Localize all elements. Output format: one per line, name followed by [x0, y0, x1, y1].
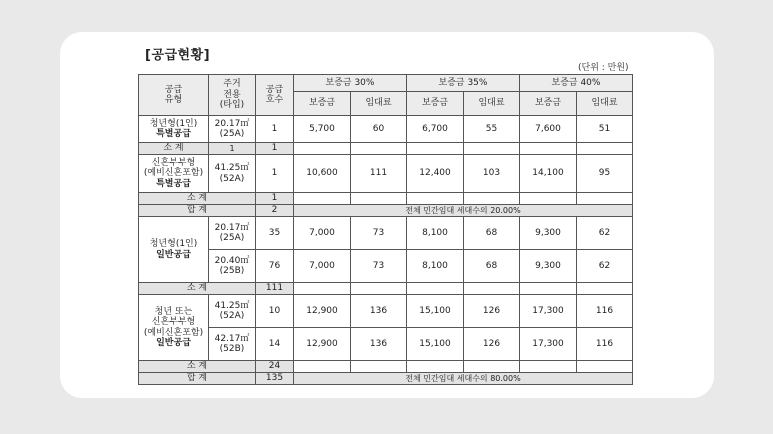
units-cell: 76 — [256, 250, 294, 283]
subtotal-units: 1 — [256, 143, 294, 155]
unit-note: (단위 : 만원) — [578, 63, 629, 73]
subtotal-units: 111 — [256, 283, 294, 295]
total-units: 135 — [256, 373, 294, 385]
subtotal-units: 1 — [256, 193, 294, 205]
units-cell: 1 — [256, 155, 294, 193]
units-cell: 1 — [256, 116, 294, 143]
table-row — [139, 250, 633, 283]
deposit-cell: 5,700 — [294, 116, 351, 143]
deposit-cell: 12,900 — [294, 295, 351, 328]
total-row — [139, 373, 633, 385]
subtotal-label: 소 계 — [139, 193, 256, 205]
rent-cell: 116 — [577, 295, 633, 328]
header-deposit-35: 보증금 35% — [407, 75, 520, 92]
subtotal-area: 1 — [209, 143, 256, 155]
type-label: 청년형(1인) 특별공급 — [139, 116, 209, 143]
page-title: [공급현황] — [145, 48, 211, 63]
type-label: 신혼부부형 (예비신혼포함) 특별공급 — [139, 155, 209, 193]
rent-cell: 126 — [464, 295, 520, 328]
rent-cell: 136 — [351, 295, 407, 328]
deposit-cell: 9,300 — [520, 250, 577, 283]
total-row — [139, 205, 633, 217]
rent-cell: 60 — [351, 116, 407, 143]
header-rent: 임대료 — [464, 92, 520, 116]
subtotal-row — [139, 361, 633, 373]
subtotal-label: 소 계 — [139, 283, 256, 295]
header-units: 공급 호수 — [256, 75, 294, 116]
total-units: 2 — [256, 205, 294, 217]
deposit-cell: 15,100 — [407, 328, 464, 361]
rent-cell: 103 — [464, 155, 520, 193]
units-cell: 35 — [256, 217, 294, 250]
deposit-cell: 9,300 — [520, 217, 577, 250]
subtotal-units: 24 — [256, 361, 294, 373]
rent-cell: 136 — [351, 328, 407, 361]
header-deposit: 보증금 — [407, 92, 464, 116]
deposit-cell: 8,100 — [407, 217, 464, 250]
deposit-cell: 17,300 — [520, 328, 577, 361]
header-type: 공급 유형 — [139, 75, 209, 116]
deposit-cell: 17,300 — [520, 295, 577, 328]
rent-cell: 68 — [464, 217, 520, 250]
area-cell: 20.40㎡ (25B) — [209, 250, 256, 283]
total-label: 합 계 — [139, 205, 256, 217]
rent-cell: 73 — [351, 250, 407, 283]
table-row — [139, 116, 633, 143]
rent-cell: 62 — [577, 250, 633, 283]
header-rent: 임대료 — [351, 92, 407, 116]
rent-cell: 68 — [464, 250, 520, 283]
table-row — [139, 155, 633, 193]
area-cell: 41.25㎡ (52A) — [209, 155, 256, 193]
deposit-cell: 15,100 — [407, 295, 464, 328]
subtotal-label: 소 계 — [139, 143, 209, 155]
deposit-cell: 12,400 — [407, 155, 464, 193]
subtotal-row — [139, 143, 633, 155]
units-cell: 14 — [256, 328, 294, 361]
total-note: 전체 민간임대 세대수의 80.00% — [294, 373, 633, 385]
deposit-cell: 12,900 — [294, 328, 351, 361]
table-row — [139, 295, 633, 328]
area-cell: 20.17㎡ (25A) — [209, 116, 256, 143]
header-rent: 임대료 — [577, 92, 633, 116]
table-row — [139, 217, 633, 250]
deposit-cell: 7,600 — [520, 116, 577, 143]
header-deposit: 보증금 — [520, 92, 577, 116]
area-cell: 42.17㎡ (52B) — [209, 328, 256, 361]
header-deposit: 보증금 — [294, 92, 351, 116]
deposit-cell: 7,000 — [294, 250, 351, 283]
header-deposit-30: 보증금 30% — [294, 75, 407, 92]
deposit-cell: 10,600 — [294, 155, 351, 193]
rent-cell: 55 — [464, 116, 520, 143]
table-row — [139, 328, 633, 361]
rent-cell: 62 — [577, 217, 633, 250]
rent-cell: 51 — [577, 116, 633, 143]
rent-cell: 95 — [577, 155, 633, 193]
header-row-1 — [139, 75, 633, 92]
subtotal-label: 소 계 — [139, 361, 256, 373]
subtotal-row — [139, 193, 633, 205]
deposit-cell: 7,000 — [294, 217, 351, 250]
header-area: 주거 전용 (타입) — [209, 75, 256, 116]
subtotal-row — [139, 283, 633, 295]
header-deposit-40: 보증금 40% — [520, 75, 633, 92]
type-label: 청년 또는 신혼부부형 (예비신혼포함) 일반공급 — [139, 295, 209, 361]
total-label: 합 계 — [139, 373, 256, 385]
type-label: 청년형(1인) 일반공급 — [139, 217, 209, 283]
total-note: 전체 민간임대 세대수의 20.00% — [294, 205, 633, 217]
rent-cell: 111 — [351, 155, 407, 193]
area-cell: 41.25㎡ (52A) — [209, 295, 256, 328]
area-cell: 20.17㎡ (25A) — [209, 217, 256, 250]
deposit-cell: 6,700 — [407, 116, 464, 143]
supply-table — [138, 74, 633, 385]
rent-cell: 126 — [464, 328, 520, 361]
deposit-cell: 8,100 — [407, 250, 464, 283]
deposit-cell: 14,100 — [520, 155, 577, 193]
rent-cell: 73 — [351, 217, 407, 250]
units-cell: 10 — [256, 295, 294, 328]
rent-cell: 116 — [577, 328, 633, 361]
